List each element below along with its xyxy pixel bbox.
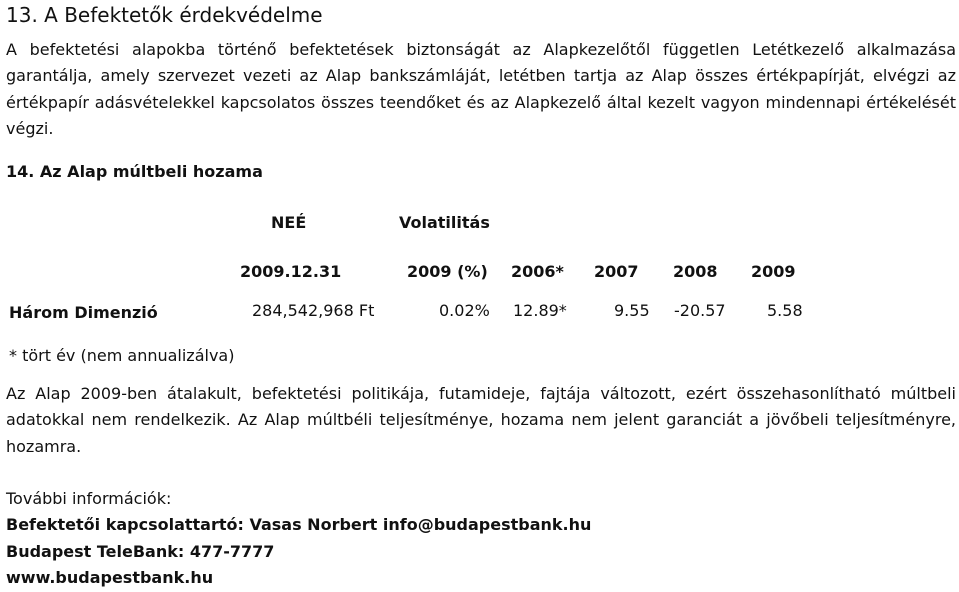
contact-person: Befektetői kapcsolattartó: Vasas Norbert info@budapestbank.hu [6,515,592,535]
column-header: 2006* [511,262,564,281]
section-13-title: 13. A Befektetők érdekvédelme [6,3,323,27]
table-cell: 284,542,968 Ft [252,301,375,320]
column-header: 2009 (%) [407,262,488,281]
table-cell: -20.57 [674,301,726,320]
section-14-paragraph: Az Alap 2009-ben átalakult, befektetési politikája, futamideje, fajtája változott, ezért összehasonlítható múltbeli adatokkal nem rendelkezik. Az Alap múltbéli teljesítménye, hozama nem jelent garanciát a jövőbeli teljesítményre, hozamra. [6,384,956,456]
column-header: 2009.12.31 [240,262,342,281]
telebank-phone: Budapest TeleBank: 477-7777 [6,541,275,561]
section-13-paragraph: A befektetési alapokba történő befektetések biztonságát az Alapkezelőtől független Letétkezelő alkalmazása garantálja, amely szervezet vezeti az Alap bankszámláját, letétben tartja az Alap összes értékpapírját, elvégzi az értékpapír adásvételekkel kapcsolatos összes teendőket és az Alapkezelő által kezelt vagyon mindennapi értékelését végzi. [6,40,956,138]
table-cell: 5.58 [767,301,803,320]
footnote: * tört év (nem annualizálva) [9,346,235,365]
volatility-header: Volatilitás [399,213,490,232]
nee-header: NEÉ [271,213,307,232]
section-14-title: 14. Az Alap múltbeli hozama [6,162,263,181]
table-cell: 9.55 [614,301,650,320]
contact-heading: További információk: [6,489,172,508]
contact-block [6,486,591,592]
row-label: Három Dimenzió [9,303,158,322]
column-header: 2009 [751,262,796,281]
table-cell: 0.02% [439,301,490,320]
column-header: 2007 [594,262,639,281]
column-header: 2008 [673,262,718,281]
table-cell: 12.89* [513,301,567,320]
website-link[interactable]: www.budapestbank.hu [6,568,214,588]
